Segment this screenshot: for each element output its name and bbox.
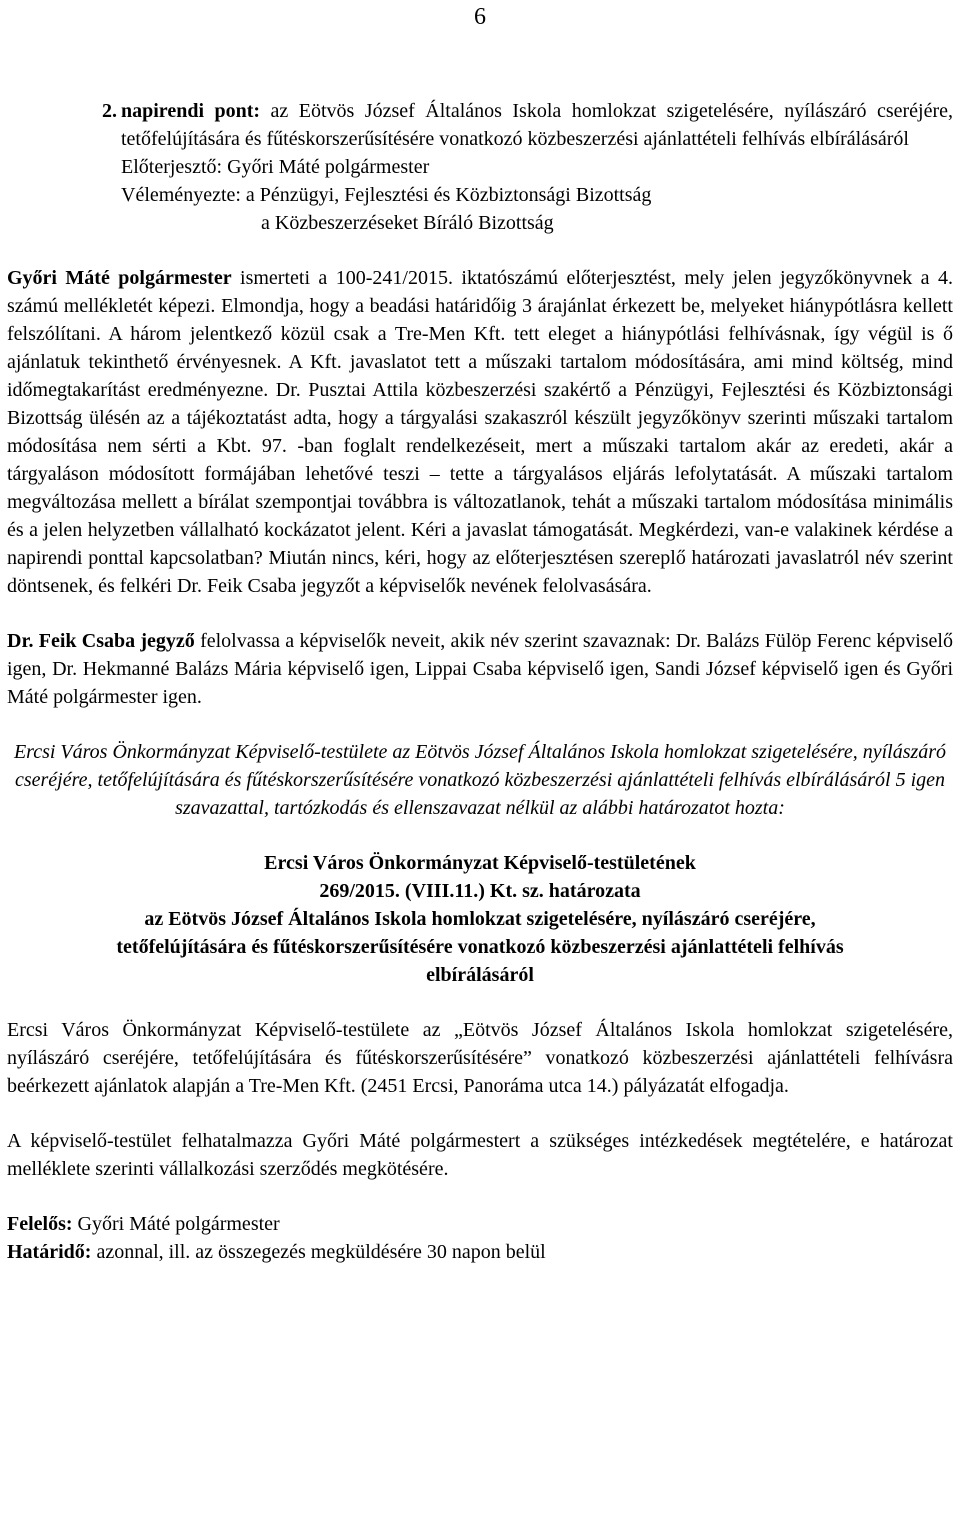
agenda-item (7, 97, 953, 237)
deadline-value: azonnal, ill. az összegezés megküldésére 30 napon belül (91, 1241, 546, 1263)
agenda-title-text: az Eötvös József Általános Iskola homlokzat szigetelésére, nyílászáró cseréjére, tetőfelújítására és fűtéskorszerűsítésére vonatkozó közbeszerzési ajánlattételi felhívás elbírálásáról (121, 100, 953, 150)
speaker-mayor: Győri Máté polgármester (7, 267, 232, 289)
document-body (7, 97, 953, 1266)
notary-reading-text: felolvassa a képviselők neveit, akik név szerint szavaznak: Dr. Balázs Fülöp Ferenc képviselő igen, Dr. Hekmanné Balázs Mária képviselő igen, Lippai Csaba képviselő igen, Sandi József képviselő igen és Győri Máté polgármester igen. (7, 630, 953, 708)
resolution-line-4: tetőfelújítására és fűtéskorszerűsítésére vonatkozó közbeszerzési ajánlattételi felhívás (116, 936, 844, 958)
notary-reading-paragraph (7, 627, 953, 711)
decision-intro: Ercsi Város Önkormányzat Képviselő-testülete az Eötvös József Általános Iskola homlokzat szigetelésére, nyílászáró cseréjére, tetőfelújítására és fűtéskorszerűsítésére vonatkozó közbeszerzési ajánlattételi felhívás elbírálásáról 5 igen szavazattal, tartózkodás és ellenszavazat nélkül az alábbi határozatot hozta: (13, 741, 947, 819)
resolution-heading (7, 849, 953, 989)
resolution-line-2: 269/2015. (VIII.11.) Kt. sz. határozata (319, 880, 641, 902)
responsible-label: Felelős: (7, 1213, 73, 1235)
agenda-body (121, 97, 953, 237)
responsible-line (7, 1210, 953, 1238)
agenda-number: 2. (102, 100, 117, 122)
agenda-reviewed-1: Véleményezte: a Pénzügyi, Fejlesztési és Közbiztonsági Bizottság (121, 184, 652, 206)
agenda-title (121, 97, 953, 153)
resolution-line-3: az Eötvös József Általános Iskola homlokzat szigetelésére, nyílászáró cseréjére, (144, 908, 816, 930)
mayor-statement-paragraph (7, 264, 953, 600)
agenda-label: napirendi pont: (121, 100, 261, 122)
agenda-reviewed-2: a Közbeszerzéseket Bíráló Bizottság (261, 212, 554, 234)
deadline-line (7, 1238, 953, 1266)
responsibility-block (7, 1210, 953, 1266)
deadline-label: Határidő: (7, 1241, 92, 1263)
responsible-value: Győri Máté polgármester (72, 1213, 280, 1235)
resolution-line-5: elbírálásáról (426, 964, 534, 986)
agenda-presenter: Előterjesztő: Győri Máté polgármester (121, 156, 430, 178)
mayor-statement-text: ismerteti a 100-241/2015. iktatószámú előterjesztést, mely jelen jegyzőkönyvnek a 4. számú mellékletét képezi. Elmondja, hogy a beadási határidőig 3 árajánlat érkezett be, melyeket hiánypótlásra kellett felszólítani. A három jelentkező közül csak a Tre-Men Kft. tett eleget a hiánypótlási felhívásnak, így végül is ő ajánlatuk tekinthető érvényesnek. A Kft. javaslatot tett a műszaki tartalom módosítására, ami mind költség, mind időmegtakarítást eredményezne. Dr. Pusztai Attila közbeszerzési szakértő a Pénzügyi, Fejlesztési és Közbiztonsági Bizottság ülésén az a tájékoztatást adta, hogy a tárgyalási szakaszról készült jegyzőkönyv szerinti műszaki tartalom módosítása nem sérti a Kbt. 97. -ban foglalt rendelkezéseit, mert a műszaki tartalom akár az eredeti, akár a tárgyaláson módosított formájában lehetővé teszi – tette a tárgyalásos eljárás lefolytatását. A műszaki tartalom megváltozása mellett a bírálat szempontjai továbbra is változatlanok, tehát a műszaki tartalom módosítása minimális és a jelen helyzetben vállalható kockázatot jelent. Kéri a javaslat támogatását. Megkérdezi, van-e valakinek kérdése a napirendi ponttal kapcsolatban? Miután nincs, kéri, hogy az előterjesztésen szereplő határozati javaslatról név szerint döntsenek, és felkéri Dr. Feik Csaba jegyzőt a képviselők nevének felolvasására. (7, 267, 953, 597)
resolution-line-1: Ercsi Város Önkormányzat Képviselő-testületének (264, 852, 696, 874)
page-number: 6 (474, 4, 486, 30)
resolution-text-paragraph: Ercsi Város Önkormányzat Képviselő-testülete az „Eötvös József Általános Iskola homlokzat szigetelésére, nyílászáró cseréjére, tetőfelújítására és fűtéskorszerűsítésére” vonatkozó közbeszerzési ajánlattételi felhívásra beérkezett ajánlatok alapján a Tre-Men Kft. (2451 Ercsi, Panoráma utca 14.) pályázatát elfogadja. (7, 1019, 953, 1097)
authorization-paragraph: A képviselő-testület felhatalmazza Győri Máté polgármestert a szükséges intézkedések megtételére, e határozat melléklete szerinti vállalkozási szerződés megkötésére. (7, 1130, 953, 1180)
speaker-notary: Dr. Feik Csaba jegyző (7, 630, 195, 652)
